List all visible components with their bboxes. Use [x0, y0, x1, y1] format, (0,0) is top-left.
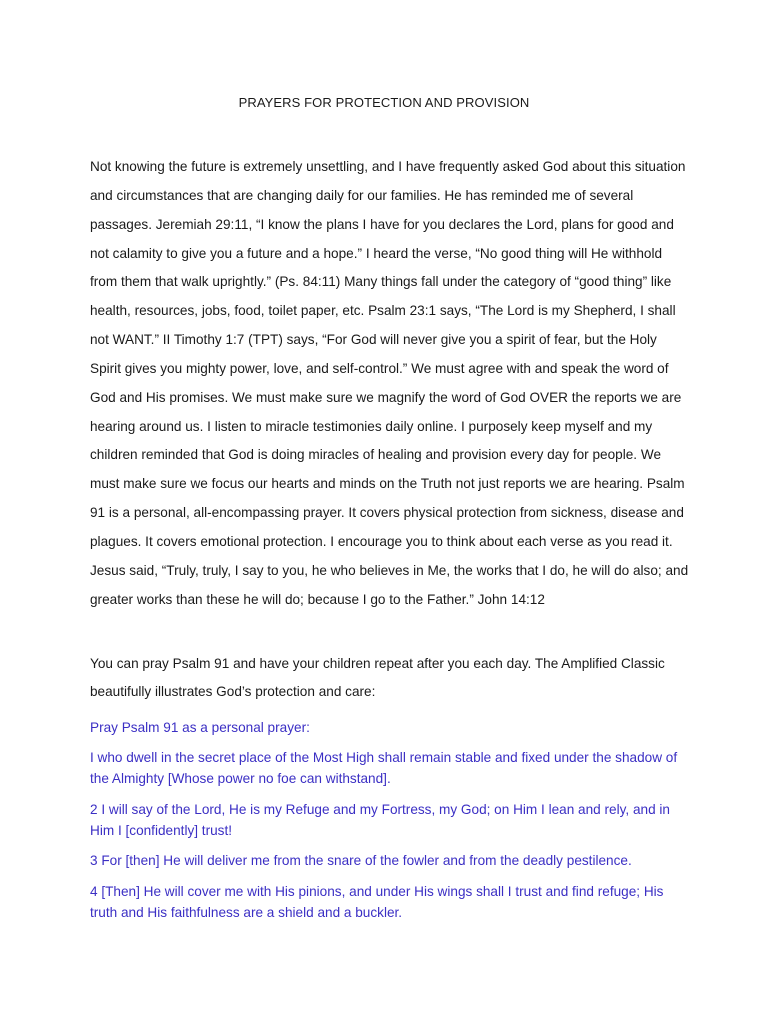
instruction-paragraph: You can pray Psalm 91 and have your children repeat after you each day. The Amplified Classic beautifully illustrates God’s protection and care:	[90, 656, 665, 699]
prayer-verse-4: 4 [Then] He will cover me with His pinions, and under His wings shall I trust and find refuge; His truth and His faithfulness are a shield and a buckler.	[90, 884, 664, 920]
prayer-heading: Pray Psalm 91 as a personal prayer:	[90, 720, 310, 735]
prayer-verse-2: 2 I will say of the Lord, He is my Refuge and my Fortress, my God; on Him I lean and rely, and in Him I [confidently] trust!	[90, 802, 670, 838]
intro-paragraph: Not knowing the future is extremely unsettling, and I have frequently asked God about this situation and circumstances that are changing daily for our families. He has reminded me of several passages. Jeremiah 29:11, “I know the plans I have for you declares the Lord, plans for good and not calamity to give you a future and a hope.” I heard the verse, “No good thing will He withhold from them that walk uprightly.” (Ps. 84:11) Many things fall under the category of “good thing” like health, resources, jobs, food, toilet paper, etc. Psalm 23:1 says, “The Lord is my Shepherd, I shall not WANT.” II Timothy 1:7 (TPT) says, “For God will never give you a spirit of fear, but the Holy Spirit gives you mighty power, love, and self-control.” We must agree with and speak the word of God and His promises. We must make sure we magnify the word of God OVER the reports we are hearing around us. I listen to miracle testimonies daily online. I purposely keep myself and my children reminded that God is doing miracles of healing and provision every day for people. We must make sure we focus our hearts and minds on the Truth not just reports we are hearing. Psalm 91 is a personal, all-encompassing prayer. It covers physical protection from sickness, disease and plagues. It covers emotional protection. I encourage you to think about each verse as you read it. Jesus said, “Truly, truly, I say to you, he who believes in Me, the works that I do, he will do also; and greater works than these he will do; because I go to the Father.” John 14:12	[90, 159, 689, 607]
prayer-verse-3: 3 For [then] He will deliver me from the snare of the fowler and from the deadly pestilence.	[90, 853, 632, 868]
document-title: PRAYERS FOR PROTECTION AND PROVISION	[238, 95, 530, 110]
prayer-verse-1: I who dwell in the secret place of the Most High shall remain stable and fixed under the shadow of the Almighty [Whose power no foe can withstand].	[90, 750, 678, 786]
